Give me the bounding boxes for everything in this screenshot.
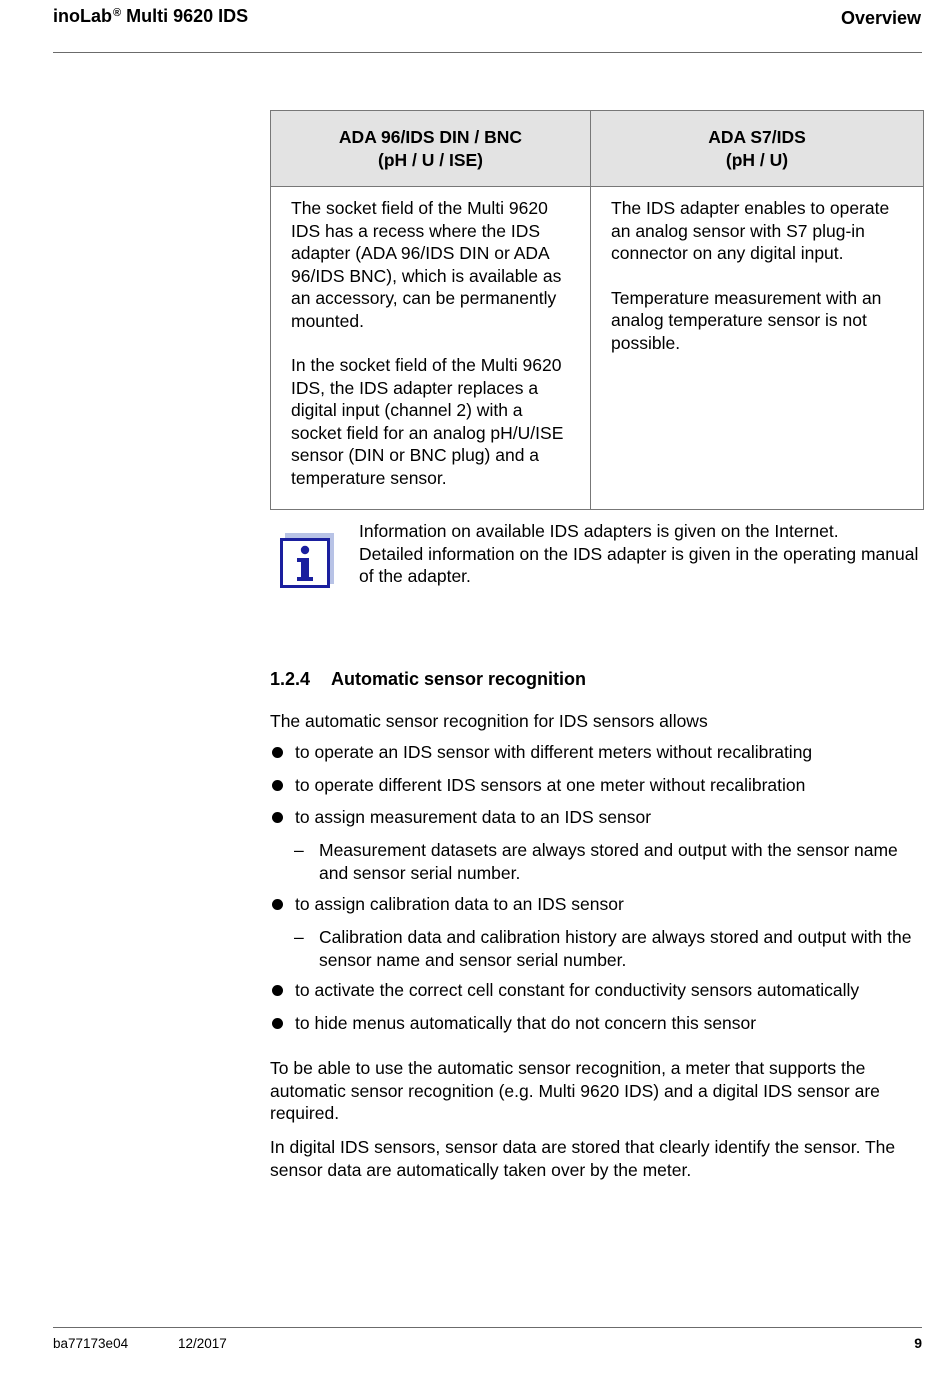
header-subtitle: (pH / U) <box>725 149 789 170</box>
sub-item-text: Calibration data and calibration history are always stored and output with the sensor name and sensor serial number. <box>319 927 912 970</box>
bullet-dot <box>272 985 283 996</box>
dash-marker: – <box>294 927 304 947</box>
bullet-dot <box>272 899 283 910</box>
section-name: Overview <box>840 8 921 28</box>
info-note <box>359 520 919 588</box>
footer-divider <box>53 1327 922 1328</box>
bullet-dot <box>272 1018 283 1029</box>
info-line: Detailed information on the IDS adapter is given in the operating manual <box>359 543 919 564</box>
bullet-item <box>270 979 920 1002</box>
bullet-text: to activate the correct cell constant for conductivity sensors automatically <box>295 980 860 1000</box>
bullet-dot <box>272 780 283 791</box>
table-header-adas7 <box>591 111 924 187</box>
header-divider <box>53 52 922 53</box>
section-intro: The automatic sensor recognition for IDS sensors allows <box>270 711 708 731</box>
cell-paragraph: The socket field of the Multi 9620 IDS has a recess where the IDS adapter (ADA 96/IDS DIN or ADA 96/IDS BNC), which is available as an accessory, can be permanently mounted. <box>291 198 562 331</box>
bullet-dot <box>272 747 283 758</box>
cell-paragraph: The IDS adapter enables to operate an analog sensor with S7 plug-in connector on any digital input. <box>611 198 890 263</box>
footer-doc-id: ba77173e04 <box>53 1336 129 1351</box>
body-paragraph: In digital IDS sensors, sensor data are stored that clearly identify the sensor. The sensor data are automatically taken over by the meter. <box>270 1137 896 1180</box>
table-cell-adas7 <box>591 187 924 510</box>
bullet-item <box>270 774 920 797</box>
cell-paragraph: In the socket field of the Multi 9620 IDS, the IDS adapter replaces a digital input (channel 2) with a socket field for an analog pH/U/ISE sensor (DIN or BNC plug) and a temperature sensor. <box>291 355 564 488</box>
header-title: ADA S7/IDS <box>708 127 806 147</box>
page-number: 9 <box>914 1335 922 1351</box>
table-cell-ada96 <box>271 187 591 510</box>
bullet-item <box>270 893 920 916</box>
bullet-text: to hide menus automatically that do not concern this sensor <box>295 1013 757 1033</box>
info-line: of the adapter. <box>359 566 471 586</box>
bullet-item <box>270 741 920 764</box>
bullet-text: to assign calibration data to an IDS sensor <box>295 894 624 914</box>
header-title: ADA 96/IDS DIN / BNC <box>338 127 523 147</box>
adapter-table <box>270 110 924 510</box>
body-paragraph: To be able to use the automatic sensor recognition, a meter that supports the automatic sensor recognition (e.g. Multi 9620 IDS) and a digital IDS sensor are required. <box>270 1058 880 1123</box>
bullet-item <box>270 1012 920 1035</box>
sub-item <box>294 926 924 971</box>
info-line: Information on available IDS adapters is given on the Internet. <box>359 521 839 541</box>
sub-item <box>294 839 924 884</box>
table-header-ada96 <box>271 111 591 187</box>
bullet-text: to operate different IDS sensors at one meter without recalibration <box>295 775 806 795</box>
section-heading <box>270 669 586 690</box>
bullet-text: to assign measurement data to an IDS sensor <box>295 807 652 827</box>
bullet-text: to operate an IDS sensor with different meters without recalibrating <box>295 742 813 762</box>
model-name: Multi 9620 IDS <box>126 6 249 26</box>
product-name: inoLab <box>53 6 112 26</box>
registered-mark: ® <box>113 7 122 19</box>
header-subtitle: (pH / U / ISE) <box>378 149 483 170</box>
dash-marker: – <box>294 840 304 860</box>
section-title: Automatic sensor recognition <box>331 669 587 689</box>
bullet-dot <box>272 812 283 823</box>
section-number: 1.2.4 <box>270 669 311 689</box>
bullet-item <box>270 806 920 829</box>
footer-date: 12/2017 <box>178 1336 227 1351</box>
info-icon <box>280 533 334 589</box>
document-title <box>53 6 248 27</box>
cell-paragraph: Temperature measurement with an analog temperature sensor is not possible. <box>611 287 882 353</box>
sub-item-text: Measurement datasets are always stored and output with the sensor name and sensor serial number. <box>319 840 898 883</box>
